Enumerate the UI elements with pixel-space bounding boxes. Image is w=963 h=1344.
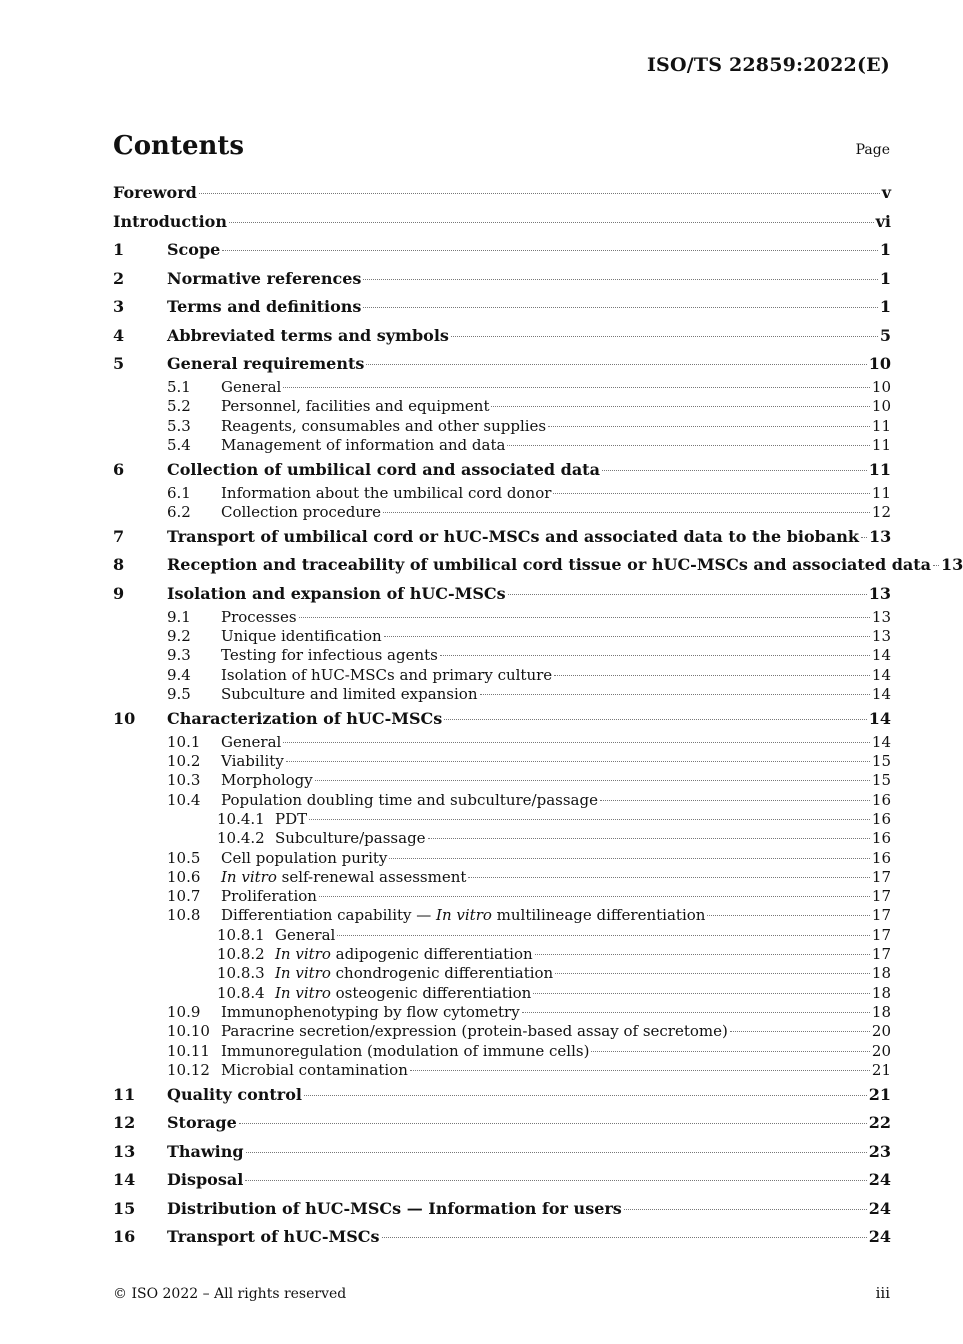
toc-entry-page: 14 [871,684,891,703]
toc-entry[interactable] [113,183,891,207]
dot-leader [283,386,870,388]
dot-leader [491,405,869,407]
toc-entry-page: 24 [868,1227,891,1247]
toc-entry-title-text: Abbreviated terms and symbols [167,325,449,345]
toc-entry-page: 16 [871,790,891,809]
toc-entry[interactable] [113,685,891,704]
toc-entry-title [167,1170,243,1189]
page-column-label: Page [855,142,890,158]
toc-entry-title-italic: In vitro [275,983,331,1002]
toc-entry[interactable] [113,887,891,906]
toc-entry-number: 10.7 [167,887,201,906]
toc-entry-number: 13 [113,1141,136,1161]
toc-entry-number: 9.1 [167,607,191,626]
toc-entry[interactable] [113,1113,891,1137]
toc-entry-number: 6.1 [167,483,191,502]
dot-leader [624,1208,867,1210]
toc-entry-title-text: Immunophenotyping by flow cytometry [221,1002,520,1021]
dot-leader [337,934,870,936]
toc-entry-title [167,1227,380,1246]
toc-entry[interactable] [113,269,891,293]
dot-leader [382,1236,867,1238]
toc-entry-title [167,527,859,546]
toc-entry-title-text: Transport of hUC-MSCs [167,1227,380,1247]
page-title: Contents [113,131,245,161]
toc-entry-title-text: General [221,732,282,751]
toc-entry-page: vi [875,211,891,231]
toc-entry-number: 10.11 [167,1041,210,1060]
toc-entry[interactable] [113,212,891,236]
toc-entry-page: 18 [871,1002,891,1021]
dot-leader [707,914,869,916]
dot-leader [554,674,870,676]
toc-entry-title-text: Cell population purity [221,848,388,867]
toc-entry-title [275,926,335,944]
toc-entry-number: 2 [113,268,125,288]
toc-entry-title [221,627,382,645]
toc-entry-number: 6.2 [167,502,191,521]
toc-entry-page: 10 [868,354,891,373]
toc-entry-title-text: Management of information and data [221,435,506,454]
toc-entry-number: 5 [113,354,125,373]
toc-entry[interactable] [113,709,891,733]
toc-entry-title-text: self-renewal assessment [276,867,467,886]
toc-entry-title-text: Unique identification [221,627,382,646]
toc-entry-title-text: Storage [167,1113,237,1133]
toc-entry-number: 9.5 [167,684,191,703]
toc-entry-title-text: Thawing [167,1141,244,1161]
toc-entry-title-text: Microbial contamination [221,1060,408,1079]
dot-leader [229,221,874,223]
toc-entry-page: 14 [871,646,891,665]
toc-entry-title [221,791,598,809]
toc-entry-page: 13 [871,607,891,626]
toc-entry-title [221,666,552,684]
toc-entry-number: 10.4.1 [217,809,265,828]
toc-entry-page: 1 [879,240,891,259]
toc-entry-number: 10.8.1 [217,925,265,944]
toc-entry-page: 18 [871,983,891,1002]
toc-entry[interactable] [113,240,891,264]
toc-entry-title [167,1142,244,1161]
copyright-notice: © ISO 2022 – All rights reserved [113,1286,347,1302]
toc-entry-page: 14 [871,665,891,684]
toc-entry[interactable] [113,397,891,416]
toc-entry-number: 16 [113,1227,136,1247]
toc-entry-page: 5 [879,325,891,345]
toc-entry-title-text: multilineage differentiation [491,906,706,925]
toc-entry-title-text: Collection procedure [221,502,382,521]
toc-entry-title-text: General [221,378,282,396]
toc-entry-title [221,397,489,415]
toc-entry[interactable] [113,791,891,810]
toc-entry-page: 22 [868,1113,891,1133]
toc-entry[interactable] [113,527,891,551]
dot-leader [286,760,870,762]
dot-leader [309,818,870,820]
toc-entry[interactable] [113,984,891,1003]
toc-entry[interactable] [113,326,891,350]
toc-entry-title-text: Proliferation [221,887,317,906]
toc-entry[interactable] [113,1170,891,1194]
dot-leader [548,425,870,427]
toc-entry[interactable] [113,1022,891,1041]
toc-entry-page: 16 [871,848,891,867]
toc-entry-page: 16 [871,809,891,828]
toc-entry[interactable] [113,297,891,321]
toc-entry-title-text: osteogenic differentiation [330,983,532,1002]
toc-entry-title-text: Information about the umbilical cord donor [221,483,552,502]
toc-entry-title-text: Isolation of hUC-MSCs and primary culture [221,665,553,684]
dot-leader [535,953,870,955]
toc-entry[interactable] [113,945,891,964]
page-number: iii [875,1284,890,1302]
toc-entry-page: 17 [871,945,891,964]
toc-entry-number: 10.8.4 [217,983,265,1002]
toc-entry-title [221,608,297,626]
toc-entry-number: 12 [113,1113,136,1133]
toc-entry-title-text: Disposal [167,1170,244,1190]
toc-entry-title [167,1085,302,1104]
toc-entry-title [221,1061,408,1079]
toc-entry-title [167,709,442,728]
toc-entry-title-text: Reagents, consumables and other supplies [221,416,547,435]
toc-entry[interactable] [113,1227,891,1251]
toc-entry-title-text: Reception and traceability of umbilical cord tissue or hUC-MSCs and associated data [167,555,932,575]
toc-entry[interactable] [113,1061,891,1080]
toc-entry-page: 11 [871,435,891,454]
toc-entry[interactable] [113,378,891,397]
toc-entry[interactable] [113,829,891,848]
toc-entry[interactable] [113,733,891,752]
dot-leader [428,837,870,839]
toc-entry-title [221,771,313,789]
toc-entry-title [221,378,281,396]
toc-entry-title [275,945,533,963]
toc-entry[interactable] [113,417,891,436]
toc-entry-title [221,887,317,905]
toc-entry-page: 17 [871,867,891,886]
toc-entry-title [221,685,478,703]
toc-entry-title-text: Personnel, facilities and equipment [221,397,490,416]
toc-entry-page: 12 [871,502,891,521]
dot-leader [304,1094,867,1096]
toc-entry-title [221,906,705,924]
toc-entry-number: 5.4 [167,435,191,454]
toc-entry-title-text: Isolation and expansion of hUC-MSCs [167,583,506,603]
toc-entry[interactable] [113,555,963,579]
toc-entry-number: 9 [113,583,125,603]
toc-entry-number: 10.4.2 [217,829,265,848]
toc-entry-number: 14 [113,1170,136,1190]
toc-entry-page: 24 [868,1198,891,1218]
toc-entry-title-text: Processes [221,607,297,626]
dot-leader [730,1030,870,1032]
toc-entry-number: 10.8 [167,906,201,925]
toc-entry-number: 10.10 [167,1022,210,1041]
toc-entry-number: 5.1 [167,378,191,396]
toc-entry-number: 4 [113,325,125,345]
toc-entry-title [221,646,438,664]
dot-leader [468,876,869,878]
toc-entry-number: 10 [113,708,136,728]
dot-leader [315,779,870,781]
toc-entry[interactable] [113,868,891,887]
toc-entry-title-text: Normative references [167,268,362,288]
toc-entry-number: 10.5 [167,848,201,867]
toc-entry-page: 14 [868,708,891,728]
toc-entry-title-text: Differentiation capability — [221,906,437,925]
toc-entry-title [275,810,307,828]
toc-entry-page: 14 [871,732,891,751]
toc-entry-title [167,1113,237,1132]
dot-leader [933,564,939,566]
toc-entry-title-text: Subculture and limited expansion [221,684,478,703]
toc-entry[interactable] [113,627,891,646]
toc-entry-title-text: Distribution of hUC-MSCs — Information for users [167,1198,622,1218]
dot-leader [383,511,870,513]
toc-entry[interactable] [113,666,891,685]
toc-entry-page: 15 [871,752,891,771]
toc-entry-title-italic: In vitro [275,964,331,983]
dot-leader [508,593,867,595]
dot-leader [522,1011,870,1013]
toc-entry-page: 21 [871,1060,891,1079]
toc-entry-title [167,269,361,288]
dot-leader [440,654,870,656]
dot-leader [555,972,870,974]
toc-entry-title-italic: In vitro [275,945,331,964]
toc-entry-page: 1 [879,268,891,288]
toc-entry-title [113,183,197,202]
toc-entry-page: 17 [871,887,891,906]
toc-entry[interactable] [113,354,891,378]
dot-leader [451,335,878,337]
toc-entry-title-italic: In vitro [436,906,492,925]
toc-entry-title-text: Quality control [167,1084,302,1104]
toc-entry-page: 11 [868,459,891,479]
toc-entry-number: 10.6 [167,867,201,886]
toc-entry[interactable] [113,752,891,771]
toc-entry-page: 13 [868,526,892,546]
toc-entry-title-text: Testing for infectious agents [221,646,438,665]
toc-entry-page: 17 [871,925,891,944]
toc-entry-number: 10.8.3 [217,964,265,983]
toc-entry-number: 8 [113,555,125,575]
toc-entry-number: 10.1 [167,732,201,751]
toc-entry-number: 10.4 [167,790,201,809]
toc-entry[interactable] [113,926,891,945]
toc-entry-title-text: Subculture/passage [275,829,426,848]
toc-entry[interactable] [113,1199,891,1223]
toc-entry-number: 5.3 [167,416,191,435]
toc-entry[interactable] [113,1085,891,1109]
toc-entry[interactable] [113,436,891,455]
toc-entry-page: 11 [871,483,891,502]
dot-leader [507,444,869,446]
toc-entry[interactable] [113,608,891,627]
toc-entry[interactable] [113,810,891,829]
toc-entry-title-text: Viability [221,752,284,771]
dot-leader [591,1050,869,1052]
toc-entry-page: v [881,183,891,202]
toc-entry[interactable] [113,849,891,868]
toc-entry-title [221,436,505,454]
toc-entry-title-text: Terms and definitions [167,297,362,316]
toc-entry-number: 10.9 [167,1002,201,1021]
toc-entry-page: 20 [871,1041,891,1060]
toc-entry[interactable] [113,646,891,665]
toc-entry-number: 10.12 [167,1060,210,1079]
toc-entry-page: 23 [868,1141,891,1161]
toc-entry-title-italic: In vitro [221,867,277,886]
toc-entry-title [221,417,546,435]
dot-leader [366,363,866,365]
toc-entry-title-text: adipogenic differentiation [330,945,533,964]
toc-entry-title-text: Foreword [113,183,197,202]
toc-entry-title [275,964,553,982]
dot-leader [389,857,870,859]
dot-leader [480,693,870,695]
toc-entry-title-text: Paracrine secretion/expression (protein-based assay of secretome) [221,1022,728,1041]
dot-leader [444,718,866,720]
toc-entry-title [221,503,381,521]
toc-entry-title [221,1022,728,1040]
dot-leader [384,635,870,637]
toc-entry[interactable] [113,484,891,503]
dot-leader [299,616,870,618]
toc-entry-title [221,484,551,502]
toc-entry-page: 1 [879,297,891,316]
toc-entry-title [221,1042,589,1060]
dot-leader [246,1151,867,1153]
dot-leader [222,249,878,251]
toc-entry-title [221,752,284,770]
toc-entry-page: 13 [871,627,891,646]
toc-entry-title-text: Introduction [113,211,227,231]
toc-entry-number: 9.2 [167,627,191,646]
toc-entry-number: 15 [113,1198,136,1218]
table-of-contents [113,183,963,1251]
toc-entry[interactable] [113,460,891,484]
toc-entry-number: 10.8.2 [217,945,265,964]
toc-entry-page: 24 [868,1170,891,1190]
toc-entry-title [167,297,361,316]
toc-entry[interactable] [113,1003,891,1022]
toc-entry[interactable] [113,906,891,925]
toc-entry-title-text: General requirements [167,354,365,373]
toc-entry-number: 5.2 [167,397,191,416]
toc-entry-title [167,460,600,479]
toc-entry-title-text: Population doubling time and subculture/passage [221,790,598,809]
toc-entry-title [113,212,227,231]
toc-entry-number: 7 [113,526,125,546]
toc-entry-number: 9.3 [167,646,191,665]
toc-entry-title-text: Collection of umbilical cord and associated data [167,459,600,479]
toc-entry-title-text: PDT [275,809,308,828]
dot-leader [319,895,870,897]
toc-entry-page: 10 [871,378,891,396]
toc-entry-page: 11 [871,416,891,435]
toc-entry[interactable] [113,771,891,790]
toc-entry-title [167,354,364,373]
toc-entry-number: 1 [113,240,125,259]
toc-entry-title [221,868,466,886]
toc-entry-page: 15 [871,771,891,790]
toc-entry-title [275,829,426,847]
toc-entry-page: 10 [871,397,891,416]
toc-entry[interactable] [113,1142,891,1166]
toc-entry[interactable] [113,503,891,522]
dot-leader [283,741,870,743]
toc-entry-page: 13 [868,583,891,603]
toc-entry-page: 20 [871,1022,891,1041]
document-identifier: ISO/TS 22859:2022(E) [646,54,890,76]
toc-entry-page: 17 [871,906,891,925]
toc-entry-page: 21 [868,1084,891,1104]
toc-entry-title [167,326,449,345]
toc-entry-title [167,1199,622,1218]
dot-leader [600,799,870,801]
toc-entry-title [167,240,220,259]
toc-entry-number: 11 [113,1084,136,1104]
toc-entry-number: 10.2 [167,752,201,771]
dot-leader [363,306,877,308]
toc-entry-title-text: Characterization of hUC-MSCs [167,708,443,728]
dot-leader [861,536,867,538]
toc-entry-page: 16 [871,829,891,848]
toc-entry-page: 18 [871,964,891,983]
dot-leader [239,1122,867,1124]
toc-entry[interactable] [113,1042,891,1061]
toc-entry[interactable] [113,964,891,983]
toc-entry-number: 6 [113,459,125,479]
toc-entry-title-text: Morphology [221,771,313,790]
toc-entry-title-text: Transport of umbilical cord or hUC-MSCs and associated data to the biobank [167,526,859,546]
toc-entry-number: 9.4 [167,665,191,684]
dot-leader [602,469,867,471]
dot-leader [410,1069,870,1071]
dot-leader [363,278,877,280]
toc-entry-title-text: General [275,925,336,944]
dot-leader [533,992,870,994]
toc-entry-title [221,849,387,867]
dot-leader [199,192,880,194]
toc-entry-number: 10.3 [167,771,201,790]
dot-leader [245,1179,866,1181]
toc-entry[interactable] [113,584,891,608]
toc-entry-title [167,555,931,574]
toc-entry-title-text: Immunoregulation (modulation of immune cells) [221,1041,590,1060]
toc-entry-title [275,984,531,1002]
toc-entry-title-text: chondrogenic differentiation [330,964,554,983]
toc-entry-title-text: Scope [167,240,221,259]
toc-entry-title [167,584,506,603]
toc-entry-page: 13 [941,555,963,575]
dot-leader [553,492,869,494]
toc-entry-number: 3 [113,297,125,316]
toc-entry-title [221,1003,520,1021]
toc-entry-title [221,733,281,751]
